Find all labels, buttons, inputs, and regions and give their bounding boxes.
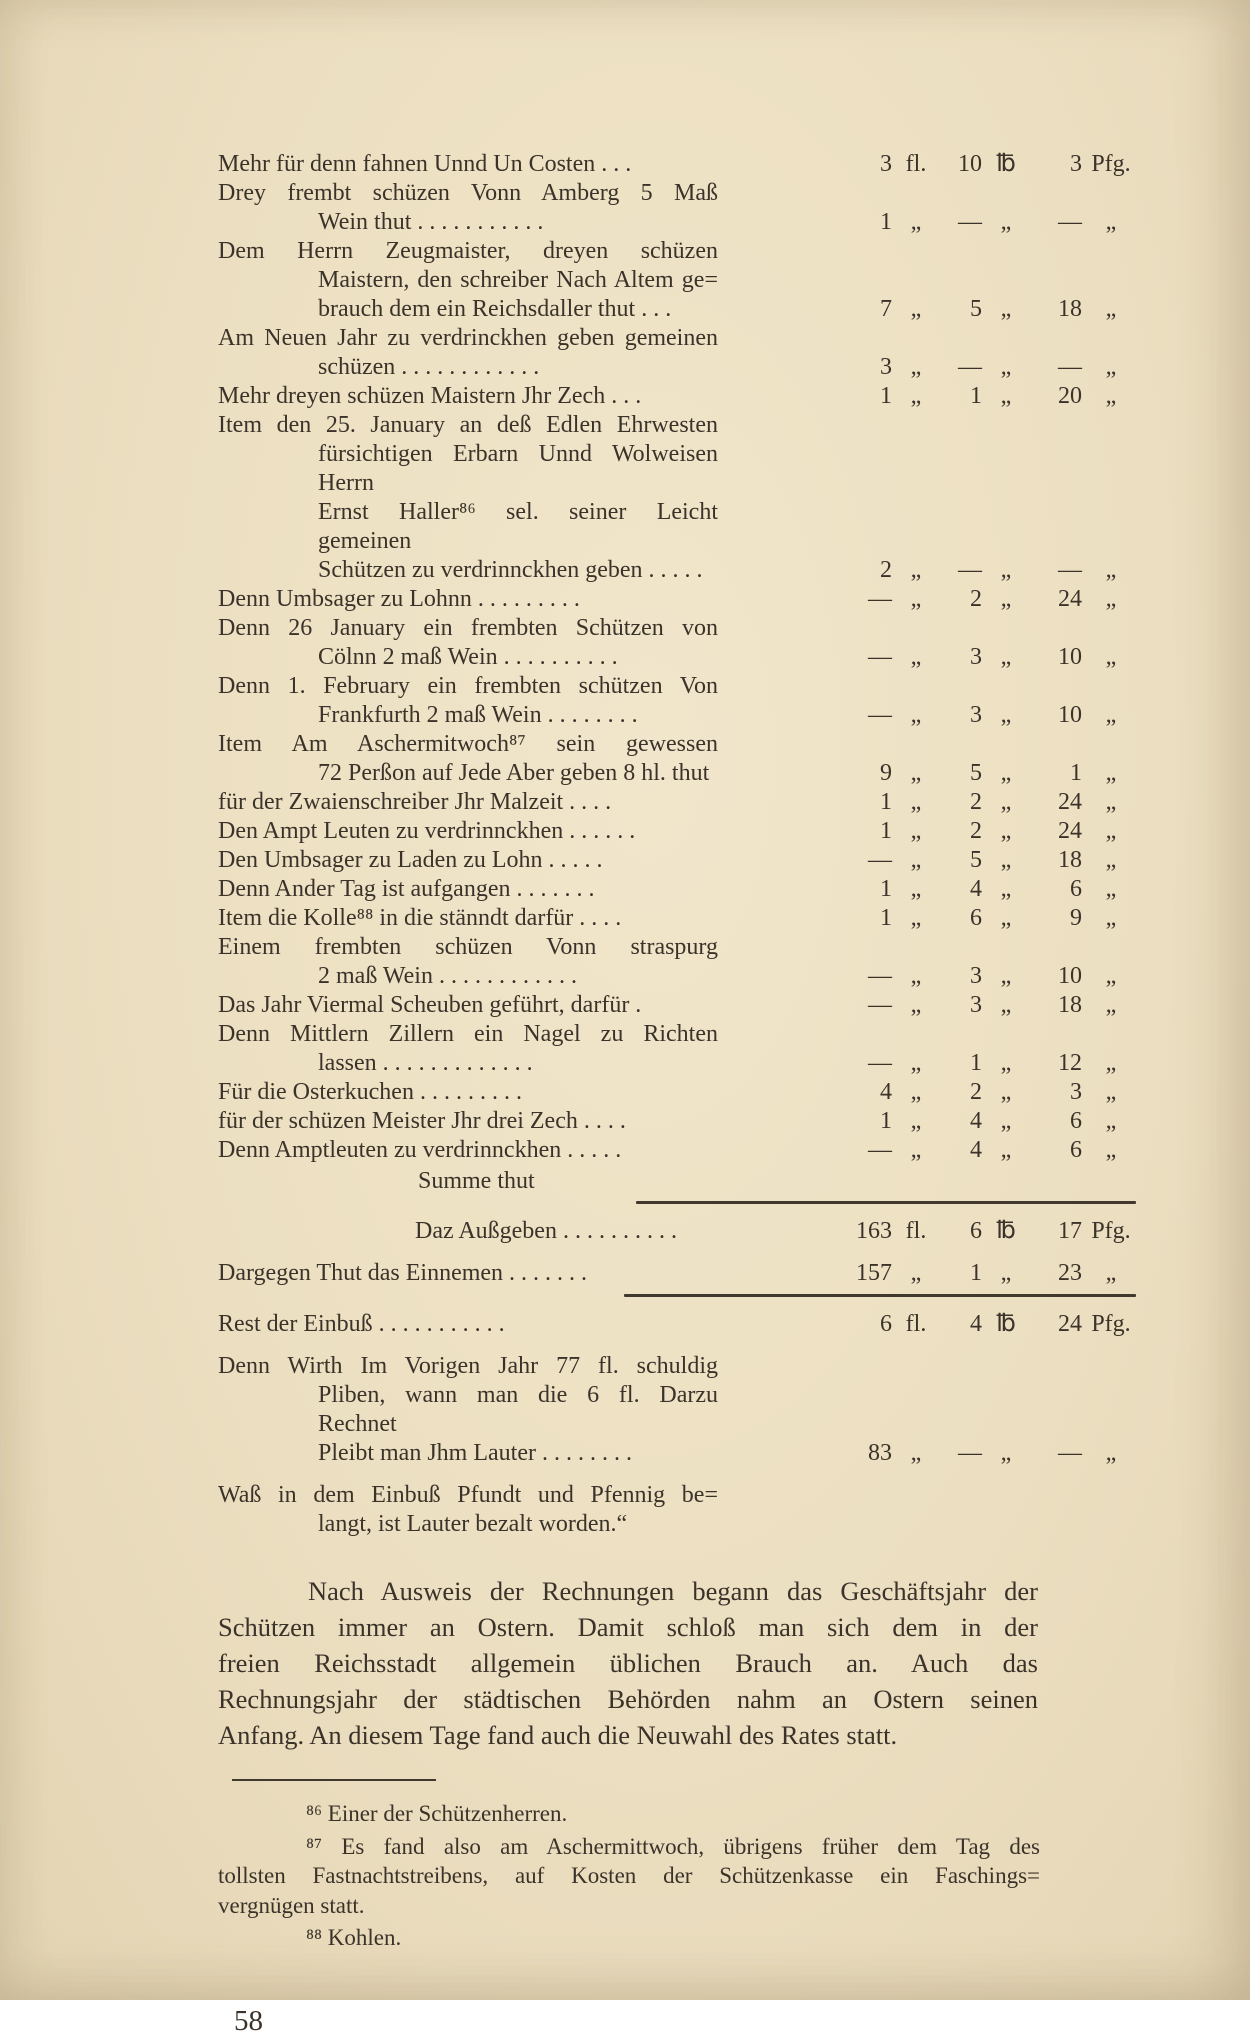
- text-line: Maistern, den schreiber Nach Altem ge=: [318, 267, 718, 293]
- entry-description: [218, 1107, 718, 1136]
- amount-cells: [687, 991, 1140, 1020]
- entry-description: [218, 904, 718, 933]
- florin-value: 83: [868, 1440, 892, 1466]
- ledger-entry: [218, 179, 1140, 237]
- pfund-unit: „: [1000, 818, 1012, 844]
- entry-description: [218, 585, 718, 614]
- pfund-unit: „: [1000, 586, 1012, 612]
- pfund-unit: „: [1000, 296, 1012, 322]
- pfennig-value: 20: [1058, 383, 1082, 409]
- pfennig-value: 24: [1058, 1311, 1082, 1337]
- amount-cells: [687, 875, 1140, 904]
- florin-unit: „: [910, 1440, 922, 1466]
- pfund-value: —: [958, 209, 982, 235]
- florin-value: 1: [880, 876, 892, 902]
- pfennig-unit: „: [1105, 1137, 1117, 1163]
- text-line: lassen . . . . . . . . . . . . .: [318, 1050, 533, 1076]
- ledger-entry: [218, 1078, 1140, 1107]
- florin-value: 7: [880, 296, 892, 322]
- text-line: Am Neuen Jahr zu verdrinckhen geben gemeinen: [218, 325, 718, 351]
- pfund-value: 5: [970, 760, 982, 786]
- text-line: Anfang. An diesem Tage fand auch die Neuwahl des Rates statt.: [218, 1720, 898, 1750]
- florin-value: —: [868, 847, 892, 873]
- florin-unit: „: [910, 383, 922, 409]
- florin-unit: „: [910, 209, 922, 235]
- pfennig-unit: „: [1105, 818, 1117, 844]
- florin-value: —: [868, 963, 892, 989]
- ledger-entry: [218, 614, 1140, 672]
- pfund-value: 2: [970, 1079, 982, 1105]
- pfund-value: 5: [970, 847, 982, 873]
- amount-cells: [687, 1107, 1140, 1136]
- pfennig-unit: „: [1105, 644, 1117, 670]
- entry-description: [218, 1352, 718, 1468]
- pfennig-value: 24: [1058, 818, 1082, 844]
- florin-unit: „: [910, 963, 922, 989]
- entry-description: [218, 1310, 718, 1339]
- income-rule: [624, 1294, 1136, 1297]
- florin-unit: „: [910, 847, 922, 873]
- text-line: brauch dem ein Reichsdaller thut . . .: [318, 296, 672, 322]
- text-line: Einem frembten schüzen Vonn straspurg: [218, 934, 718, 960]
- pfennig-unit: „: [1105, 209, 1117, 235]
- florin-unit: „: [910, 557, 922, 583]
- pfund-value: 6: [970, 1218, 982, 1244]
- florin-unit: „: [910, 1108, 922, 1134]
- text-line: Denn Mittlern Zillern ein Nagel zu Richten: [218, 1021, 718, 1047]
- pfennig-unit: „: [1105, 789, 1117, 815]
- pfennig-unit: „: [1105, 296, 1117, 322]
- pfennig-unit: „: [1105, 1079, 1117, 1105]
- text-line: Denn 26 January ein frembten Schützen von: [218, 615, 718, 641]
- footnote-separator: [232, 1779, 436, 1781]
- pfund-unit: „: [1000, 963, 1012, 989]
- florin-unit: „: [910, 296, 922, 322]
- amount-cells: [687, 208, 1140, 237]
- entry-description: [218, 237, 718, 324]
- pfund-value: 2: [970, 818, 982, 844]
- text-line: Denn Ander Tag ist aufgangen . . . . . . .: [218, 876, 595, 902]
- entry-description: [218, 730, 718, 788]
- pfund-value: 4: [970, 1311, 982, 1337]
- text-line: langt, ist Lauter bezalt worden.“: [318, 1511, 628, 1537]
- pfennig-unit: „: [1105, 1260, 1117, 1286]
- florin-value: —: [868, 702, 892, 728]
- amount-cells: [687, 353, 1140, 382]
- text-line: ⁸⁸ Kohlen.: [306, 1925, 402, 1950]
- ledger-entry: [218, 237, 1140, 324]
- ledger-entry: [218, 875, 1140, 904]
- ledger-entry: [218, 585, 1140, 614]
- ledger-entry: [218, 150, 1140, 179]
- pfennig-value: 10: [1058, 963, 1082, 989]
- pfund-value: 3: [970, 702, 982, 728]
- text-line: Für die Osterkuchen . . . . . . . . .: [218, 1079, 522, 1105]
- text-line: Frankfurth 2 maß Wein . . . . . . . .: [318, 702, 638, 728]
- pfund-unit: „: [1000, 1137, 1012, 1163]
- ledger-entry: [218, 846, 1140, 875]
- entry-description: [218, 614, 718, 672]
- pfennig-unit: „: [1105, 847, 1117, 873]
- ledger-entry: [218, 1107, 1140, 1136]
- text-line: freien Reichsstadt allgemein üblichen Brauch an. Auch das: [218, 1648, 1038, 1678]
- pfennig-value: 23: [1058, 1260, 1082, 1286]
- pfund-unit: „: [1000, 1079, 1012, 1105]
- pfund-unit: „: [1000, 1108, 1012, 1134]
- pfund-unit: ℔: [996, 1218, 1016, 1244]
- footnote: [218, 1923, 1040, 1953]
- amount-cells: [687, 295, 1140, 324]
- entry-description: [218, 875, 718, 904]
- pfund-unit: „: [1000, 789, 1012, 815]
- entry-description: [218, 672, 718, 730]
- florin-unit: „: [910, 1260, 922, 1286]
- pfund-value: 1: [970, 1050, 982, 1076]
- florin-unit: fl.: [905, 1218, 927, 1244]
- text-line: fürsichtigen Erbarn Unnd Wolweisen Herrn: [318, 441, 718, 496]
- florin-unit: „: [910, 1137, 922, 1163]
- pfennig-value: —: [1058, 354, 1082, 380]
- pfund-unit: ℔: [996, 1311, 1016, 1337]
- text-line: Wein thut . . . . . . . . . . .: [318, 209, 544, 235]
- amount-cells: [687, 817, 1140, 846]
- pfennig-value: 3: [1070, 151, 1082, 177]
- pfund-value: —: [958, 557, 982, 583]
- pfund-value: —: [958, 1440, 982, 1466]
- summary-row: [218, 1259, 1140, 1288]
- pfund-value: 2: [970, 586, 982, 612]
- text-line: ⁸⁷ Es fand also am Aschermittwoch, übrigens früher dem Tag des: [306, 1833, 1040, 1859]
- pfund-value: 5: [970, 296, 982, 322]
- pfennig-unit: Pfg.: [1091, 1311, 1131, 1337]
- pfund-unit: „: [1000, 905, 1012, 931]
- amount-cells: [687, 643, 1140, 672]
- pfennig-value: 12: [1058, 1050, 1082, 1076]
- ledger-entry: [218, 1020, 1140, 1078]
- florin-unit: „: [910, 789, 922, 815]
- amount-cells: [687, 1439, 1140, 1468]
- florin-unit: fl.: [905, 1311, 927, 1337]
- text-line: für der schüzen Meister Jhr drei Zech . . . .: [218, 1108, 626, 1134]
- florin-unit: fl.: [905, 151, 927, 177]
- pfennig-value: 3: [1070, 1079, 1082, 1105]
- pfennig-unit: „: [1105, 586, 1117, 612]
- text-line: tollsten Fastnachtstreibens, auf Kosten der Schützenkasse ein Faschings=: [218, 1863, 1040, 1888]
- pfennig-unit: „: [1105, 1440, 1117, 1466]
- pfund-value: 1: [970, 383, 982, 409]
- text-line: Mehr dreyen schüzen Maistern Jhr Zech . . .: [218, 383, 642, 409]
- text-line: Denn Umbsager zu Lohnn . . . . . . . . .: [218, 586, 580, 612]
- florin-unit: „: [910, 586, 922, 612]
- amount-cells: [687, 759, 1140, 788]
- florin-value: 6: [880, 1311, 892, 1337]
- ledger-entry: [218, 382, 1140, 411]
- text-line: Dargegen Thut das Einnemen . . . . . . .: [218, 1260, 588, 1286]
- entry-description: [218, 846, 718, 875]
- pfund-value: 10: [958, 151, 982, 177]
- pfund-unit: „: [1000, 383, 1012, 409]
- entry-description: [218, 324, 718, 382]
- text-line: Schützen zu verdrinnckhen geben . . . . .: [318, 557, 703, 583]
- ledger-summary: [218, 1217, 1140, 1539]
- text-line: Denn 1. February ein frembten schützen Von: [218, 673, 718, 699]
- amount-cells: [687, 788, 1140, 817]
- pfennig-value: 24: [1058, 586, 1082, 612]
- ledger-entry: [218, 817, 1140, 846]
- page-number: 58: [234, 2004, 263, 2037]
- entry-description: [218, 1217, 718, 1246]
- florin-unit: „: [910, 992, 922, 1018]
- florin-value: 3: [880, 354, 892, 380]
- text-line: Nach Ausweis der Rechnungen begann das Geschäftsjahr der: [308, 1576, 1038, 1606]
- pfennig-unit: „: [1105, 876, 1117, 902]
- entry-description: [218, 788, 718, 817]
- pfund-unit: „: [1000, 1260, 1012, 1286]
- sum-label: Summe thut: [418, 1168, 535, 1194]
- pfund-value: 4: [970, 876, 982, 902]
- text-line: Waß in dem Einbuß Pfundt und Pfennig be=: [218, 1482, 718, 1508]
- text-line: ⁸⁶ Einer der Schützenherren.: [306, 1801, 568, 1826]
- florin-value: 3: [880, 151, 892, 177]
- text-line: Ernst Haller⁸⁶ sel. seiner Leicht gemeinen: [318, 499, 718, 554]
- body-paragraph: [218, 1573, 1038, 1753]
- pfennig-unit: „: [1105, 702, 1117, 728]
- entry-description: [218, 1481, 718, 1539]
- florin-value: —: [868, 1050, 892, 1076]
- summary-row: [218, 1217, 1140, 1246]
- entry-description: [218, 179, 718, 237]
- florin-value: —: [868, 586, 892, 612]
- pfund-unit: „: [1000, 702, 1012, 728]
- ledger-entry: [218, 730, 1140, 788]
- text-line: Mehr für denn fahnen Unnd Un Costen . . .: [218, 151, 632, 177]
- text-line: Item Am Aschermitwoch⁸⁷ sein gewessen: [218, 731, 718, 757]
- amount-cells: [687, 1217, 1140, 1246]
- pfennig-unit: „: [1105, 1050, 1117, 1076]
- florin-value: 1: [880, 818, 892, 844]
- florin-value: 1: [880, 905, 892, 931]
- text-line: 72 Perßon auf Jede Aber geben 8 hl. thut: [318, 760, 710, 786]
- footnote: [218, 1832, 1040, 1921]
- footnote: [218, 1799, 1040, 1829]
- pfennig-unit: „: [1105, 383, 1117, 409]
- pfennig-unit: „: [1105, 354, 1117, 380]
- pfund-value: 3: [970, 644, 982, 670]
- ledger-entry: [218, 1136, 1140, 1165]
- florin-unit: „: [910, 702, 922, 728]
- text-line: Denn Wirth Im Vorigen Jahr 77 fl. schuldig: [218, 1353, 718, 1379]
- amount-cells: [687, 962, 1140, 991]
- florin-unit: „: [910, 905, 922, 931]
- text-line: vergnügen statt.: [218, 1892, 365, 1918]
- florin-unit: „: [910, 760, 922, 786]
- pfennig-unit: Pfg.: [1091, 151, 1131, 177]
- pfund-value: 6: [970, 905, 982, 931]
- pfund-unit: „: [1000, 760, 1012, 786]
- entry-description: [218, 991, 718, 1020]
- pfennig-value: —: [1058, 557, 1082, 583]
- pfund-value: 4: [970, 1137, 982, 1163]
- ledger-entry: [218, 788, 1140, 817]
- summary-row: [218, 1481, 1140, 1539]
- pfennig-value: 10: [1058, 644, 1082, 670]
- florin-unit: „: [910, 818, 922, 844]
- pfennig-value: 6: [1070, 1108, 1082, 1134]
- summary-row: [218, 1310, 1140, 1339]
- amount-cells: [687, 904, 1140, 933]
- pfund-unit: „: [1000, 1050, 1012, 1076]
- ledger-entry: [218, 672, 1140, 730]
- pfennig-value: —: [1058, 1440, 1082, 1466]
- entry-description: [218, 933, 718, 991]
- amount-cells: [687, 1078, 1140, 1107]
- florin-unit: „: [910, 876, 922, 902]
- text-line: Den Ampt Leuten zu verdrinnckhen . . . . . .: [218, 818, 636, 844]
- ledger-entry: [218, 933, 1140, 991]
- text-line: Rest der Einbuß . . . . . . . . . . .: [218, 1311, 505, 1337]
- pfennig-value: 24: [1058, 789, 1082, 815]
- ledger-entry: [218, 411, 1140, 585]
- pfund-unit: „: [1000, 847, 1012, 873]
- pfennig-unit: „: [1105, 963, 1117, 989]
- pfund-value: 2: [970, 789, 982, 815]
- amount-cells: [687, 585, 1140, 614]
- text-line: für der Zwaienschreiber Jhr Malzeit . . . .: [218, 789, 612, 815]
- amount-cells: [687, 846, 1140, 875]
- footnotes-section: [218, 1799, 1140, 1953]
- pfennig-value: 10: [1058, 702, 1082, 728]
- amount-cells: [687, 1310, 1140, 1339]
- florin-unit: „: [910, 644, 922, 670]
- pfund-value: 3: [970, 963, 982, 989]
- pfennig-value: 17: [1058, 1218, 1082, 1244]
- pfennig-value: 18: [1058, 296, 1082, 322]
- pfund-unit: „: [1000, 876, 1012, 902]
- text-line: Pliben, wann man die 6 fl. Darzu Rechnet: [318, 1382, 718, 1437]
- florin-value: 157: [856, 1260, 892, 1286]
- amount-cells: [687, 556, 1140, 585]
- pfennig-value: 9: [1070, 905, 1082, 931]
- text-line: Drey frembt schüzen Vonn Amberg 5 Maß: [218, 180, 718, 206]
- pfennig-unit: „: [1105, 905, 1117, 931]
- text-line: Das Jahr Viermal Scheuben geführt, darfür .: [218, 992, 642, 1018]
- pfennig-unit: „: [1105, 992, 1117, 1018]
- florin-value: 9: [880, 760, 892, 786]
- text-line: Denn Amptleuten zu verdrinnckhen . . . . .: [218, 1137, 622, 1163]
- amount-cells: [687, 1136, 1140, 1165]
- pfennig-value: 6: [1070, 876, 1082, 902]
- pfennig-value: —: [1058, 209, 1082, 235]
- text-line: schüzen . . . . . . . . . . . .: [318, 354, 540, 380]
- text-line: Dem Herrn Zeugmaister, dreyen schüzen: [218, 238, 718, 264]
- entry-description: [218, 411, 718, 585]
- florin-value: 1: [880, 1108, 892, 1134]
- text-line: Item den 25. January an deß Edlen Ehrwesten: [218, 412, 718, 438]
- florin-value: 1: [880, 383, 892, 409]
- pfennig-unit: „: [1105, 557, 1117, 583]
- florin-value: 1: [880, 789, 892, 815]
- text-line: Pleibt man Jhm Lauter . . . . . . . .: [318, 1440, 632, 1466]
- florin-value: 1: [880, 209, 892, 235]
- pfennig-value: 6: [1070, 1137, 1082, 1163]
- pfund-unit: „: [1000, 644, 1012, 670]
- text-line: Schützen immer an Ostern. Damit schloß man sich dem in der: [218, 1612, 1038, 1642]
- pfennig-unit: „: [1105, 760, 1117, 786]
- florin-value: —: [868, 644, 892, 670]
- text-line: Rechnungsjahr der städtischen Behörden nahm an Ostern seinen: [218, 1684, 1038, 1714]
- ledger-entry: [218, 324, 1140, 382]
- page-content: [218, 150, 1140, 2038]
- florin-value: —: [868, 1137, 892, 1163]
- florin-value: 163: [856, 1218, 892, 1244]
- pfund-value: 4: [970, 1108, 982, 1134]
- entry-description: [218, 150, 718, 179]
- sum-rule: [636, 1201, 1136, 1204]
- amount-cells: [687, 701, 1140, 730]
- text-line: 2 maß Wein . . . . . . . . . . . .: [318, 963, 577, 989]
- pfennig-unit: Pfg.: [1091, 1218, 1131, 1244]
- ledger-entry: [218, 904, 1140, 933]
- pfund-value: 1: [970, 1260, 982, 1286]
- entry-description: [218, 1020, 718, 1078]
- pfund-unit: „: [1000, 557, 1012, 583]
- entry-description: [218, 382, 718, 411]
- pfennig-unit: „: [1105, 1108, 1117, 1134]
- florin-value: 4: [880, 1079, 892, 1105]
- text-line: Cölnn 2 maß Wein . . . . . . . . . .: [318, 644, 618, 670]
- florin-value: —: [868, 992, 892, 1018]
- pfennig-value: 18: [1058, 992, 1082, 1018]
- amount-cells: [687, 150, 1140, 179]
- pfund-unit: „: [1000, 209, 1012, 235]
- florin-unit: „: [910, 1079, 922, 1105]
- text-line: Daz Außgeben . . . . . . . . . .: [415, 1218, 677, 1244]
- summary-row: [218, 1352, 1140, 1468]
- florin-unit: „: [910, 1050, 922, 1076]
- expense-ledger: [218, 150, 1140, 1204]
- pfund-unit: „: [1000, 354, 1012, 380]
- florin-value: 2: [880, 557, 892, 583]
- amount-cells: [687, 1259, 1140, 1288]
- amount-cells: [687, 382, 1140, 411]
- entry-description: [218, 1136, 718, 1165]
- entry-description: [218, 1078, 718, 1107]
- amount-cells: [687, 1049, 1140, 1078]
- pfund-unit: „: [1000, 1440, 1012, 1466]
- pfund-unit: „: [1000, 992, 1012, 1018]
- entry-description: [218, 1259, 718, 1288]
- pfund-unit: ℔: [996, 151, 1016, 177]
- florin-unit: „: [910, 354, 922, 380]
- pfennig-value: 1: [1070, 760, 1082, 786]
- pfennig-value: 18: [1058, 847, 1082, 873]
- pfund-value: —: [958, 354, 982, 380]
- text-line: Item die Kolle⁸⁸ in die stänndt darfür . . . .: [218, 905, 622, 931]
- pfund-value: 3: [970, 992, 982, 1018]
- ledger-entry: [218, 991, 1140, 1020]
- entry-description: [218, 817, 718, 846]
- text-line: Den Umbsager zu Laden zu Lohn . . . . .: [218, 847, 603, 873]
